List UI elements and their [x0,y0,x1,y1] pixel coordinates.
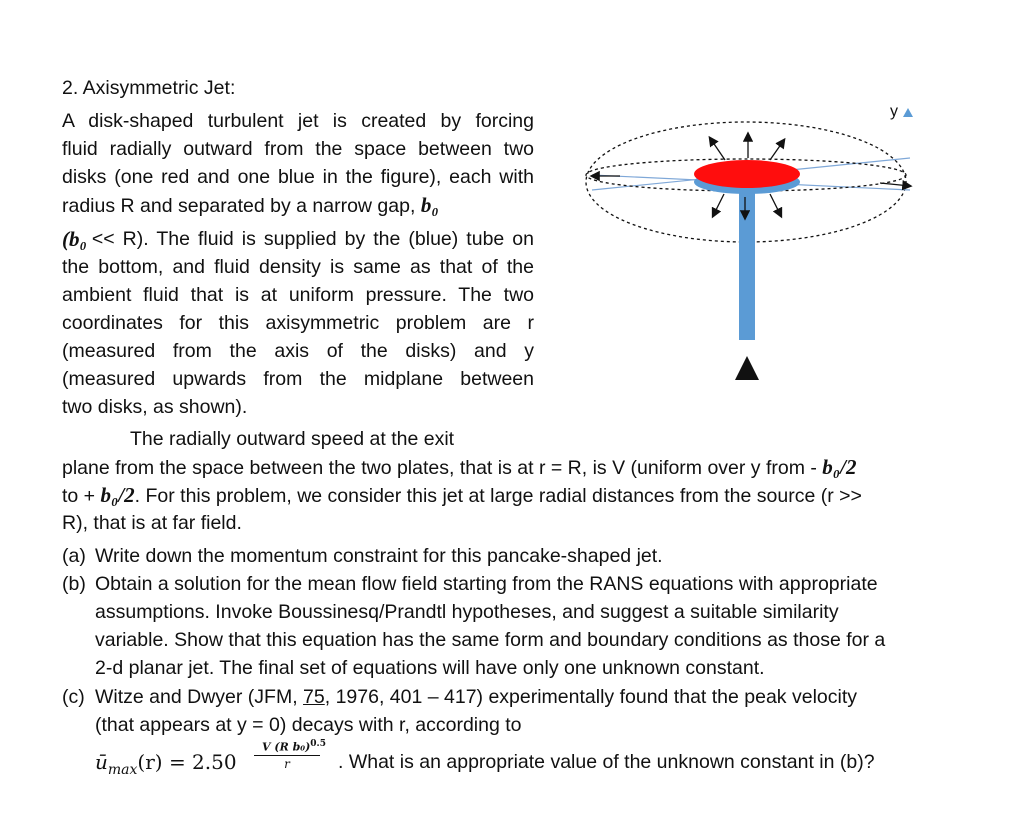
question-b-line: assumptions. Invoke Boussinesq/Prandtl hypotheses, and suggest a suitable similarity [95,601,839,623]
gap-symbol: b₀ [420,193,439,217]
question-c-line: (that appears at y = 0) decays with r, according to [95,714,522,736]
formula-question: . What is an appropriate value of the unknown constant in (b)? [338,751,875,773]
intro-line: (b₀ << R). The fluid is supplied by the (blue) tube on [62,227,534,251]
supply-tube [739,190,755,340]
half-gap-symbol: b₀/2 [100,483,135,507]
intro-line: the bottom, and fluid density is same as that of the [62,256,534,278]
question-label: (b) [62,573,86,595]
formula-denominator: r [284,756,290,771]
intro-line: disks (one red and one blue in the figure), each with [62,166,534,188]
formula-fraction [254,739,334,771]
question-b-line: variable. Show that this equation has the same form and boundary conditions as those for a [95,629,886,651]
formula-exponent: 0.5 [310,739,326,749]
half-gap-symbol: b₀/2 [822,455,857,479]
y-axis-arrowhead [903,108,913,117]
intro-line: A disk-shaped turbulent jet is created by forcing [62,110,534,132]
intro-line: ambient fluid that is at uniform pressure. The two [62,284,534,306]
speed-line: R), that is at far field. [62,512,242,534]
flow-arrow [710,138,725,160]
question-c: (c) Witze and Dwyer (JFM, 75, 1976, 401 – 417) experimentally found that the peak velocity [62,683,857,711]
question-label: (c) [62,686,85,708]
jet-diagram [580,90,920,380]
formula-subscript: max [107,761,138,778]
question-b: (b) Obtain a solution for the mean flow field starting from the RANS equations with appropriate [62,570,878,598]
velocity-formula [95,748,237,784]
formula-lhs: (r) = 2.50 [137,750,237,774]
intro-line: coordinates for this axisymmetric problem are r [62,312,534,334]
intro-line: two disks, as shown). [62,396,248,418]
flow-arrow [770,194,781,216]
flow-arrow [770,140,784,160]
speed-line: plane from the space between the two plates, that is at r = R, is V (uniform over y from - b₀/2 [62,455,857,479]
intro-line: fluid radially outward from the space between two [62,138,534,160]
intro-line: (measured from the axis of the disks) and y [62,340,534,362]
question-a: (a) Write down the momentum constraint for this pancake-shaped jet. [62,542,663,570]
formula-u-bar: ū [95,750,108,774]
formula-numerator: V (R b₀) [262,740,311,754]
flow-arrow [713,194,724,216]
speed-line: to + b₀/2. For this problem, we consider this jet at large radial distances from the source (r >> [62,483,862,507]
gap-symbol: (b₀ [62,227,87,251]
journal-volume: 75 [303,686,325,708]
y-axis-label: y [890,103,898,120]
problem-heading: 2. Axisymmetric Jet: [62,77,236,99]
question-b-line: 2-d planar jet. The final set of equations will have only one unknown constant. [95,657,765,679]
intro-line: radius R and separated by a narrow gap, b₀ [62,193,439,217]
intro-line: (measured upwards from the midplane between [62,368,534,390]
speed-line: The radially outward speed at the exit [130,428,455,450]
red-disk [694,160,800,188]
question-label: (a) [62,545,86,567]
